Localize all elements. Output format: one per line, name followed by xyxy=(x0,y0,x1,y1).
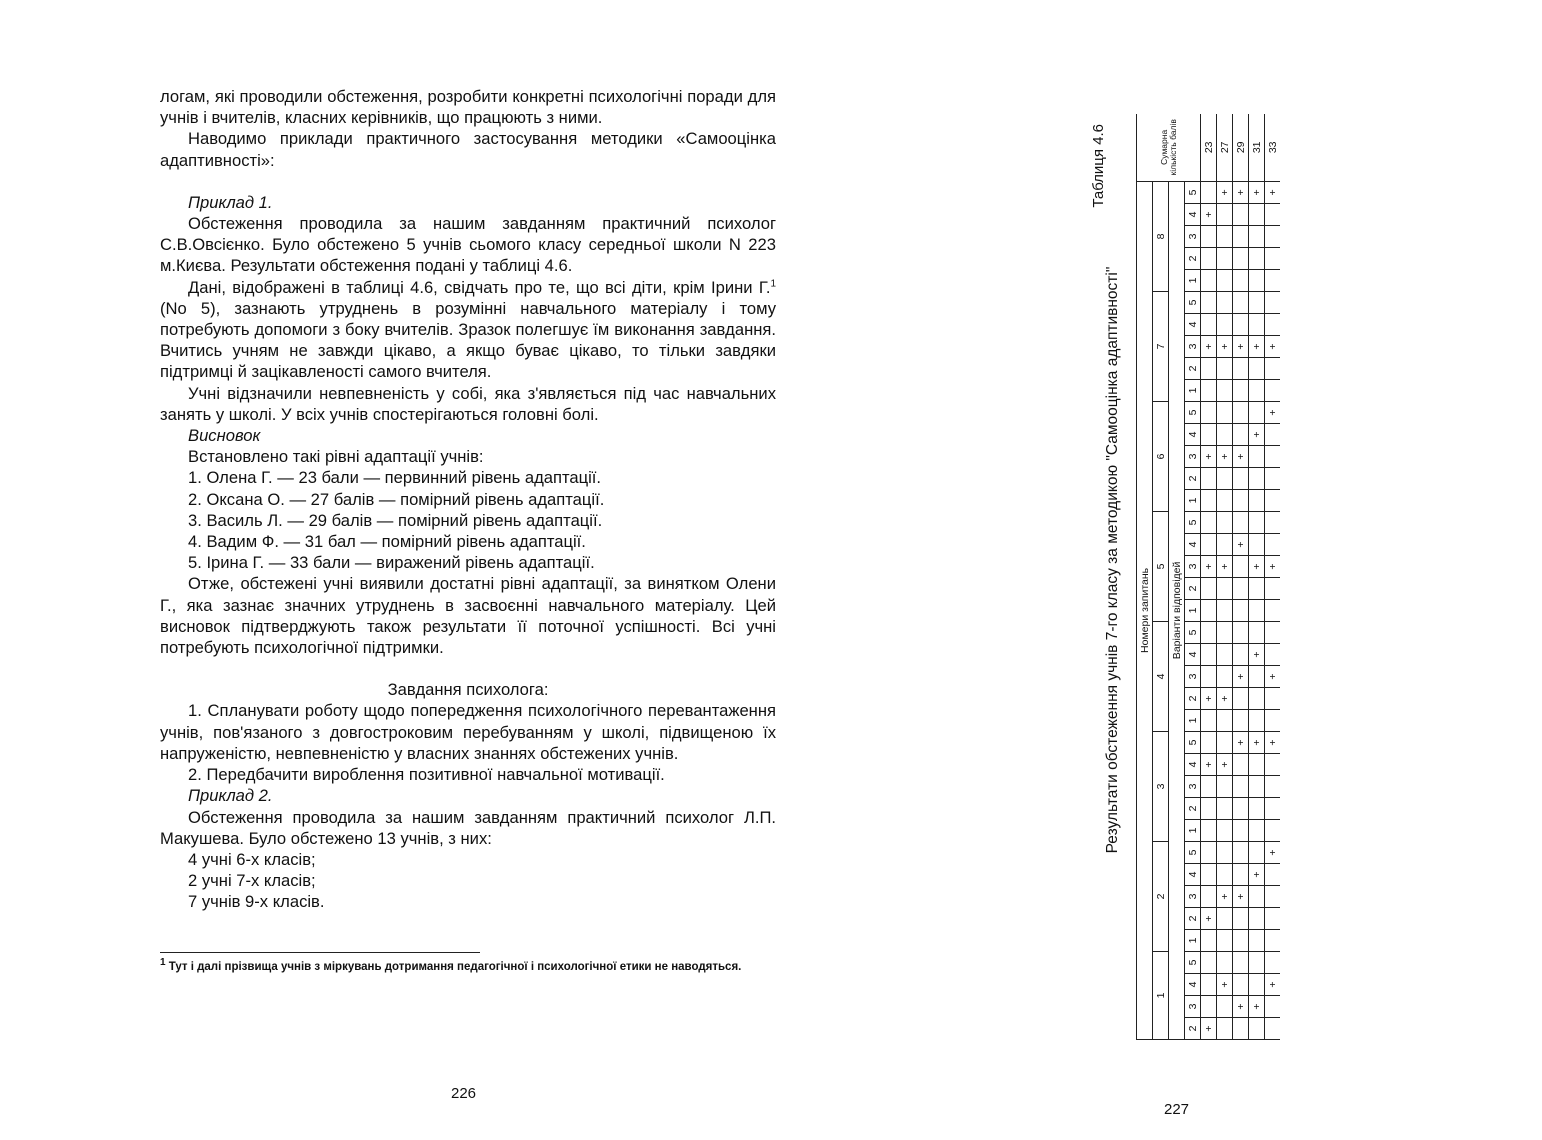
table-cell: + xyxy=(1249,996,1265,1018)
table-cell xyxy=(1233,468,1249,490)
variant-number: 2 xyxy=(1185,468,1201,490)
table-cell xyxy=(1201,424,1217,446)
table-label: Таблиця 4.6 xyxy=(1090,124,1107,208)
table-cell xyxy=(1233,402,1249,424)
variant-number: 5 xyxy=(1185,842,1201,864)
table-cell xyxy=(1233,248,1249,270)
table-cell xyxy=(1233,974,1249,996)
table-cell xyxy=(1265,1018,1281,1040)
variant-number: 3 xyxy=(1185,996,1201,1018)
table-cell: + xyxy=(1265,402,1281,424)
table-cell xyxy=(1233,600,1249,622)
variant-number: 5 xyxy=(1185,622,1201,644)
variant-number: 3 xyxy=(1185,226,1201,248)
table-cell xyxy=(1249,820,1265,842)
table-cell xyxy=(1265,798,1281,820)
table-cell xyxy=(1201,226,1217,248)
table-cell: + xyxy=(1249,424,1265,446)
header-questions: Номери запитань xyxy=(1137,181,1153,1039)
table-cell xyxy=(1233,776,1249,798)
table-cell xyxy=(1233,556,1249,578)
table-cell xyxy=(1249,842,1265,864)
table-cell xyxy=(1265,380,1281,402)
table-cell xyxy=(1265,688,1281,710)
table-cell xyxy=(1233,380,1249,402)
table-cell xyxy=(1217,226,1233,248)
sum-cell: 27 xyxy=(1217,114,1233,181)
header-row-variants xyxy=(1169,114,1185,1040)
table-cell: + xyxy=(1265,556,1281,578)
variant-number: 4 xyxy=(1185,974,1201,996)
table-cell: + xyxy=(1201,754,1217,776)
table-cell xyxy=(1249,1018,1265,1040)
table-cell xyxy=(1233,1018,1249,1040)
footnote-mark: 1 xyxy=(770,278,776,290)
table-cell: + xyxy=(1201,446,1217,468)
question-number: 7 xyxy=(1153,292,1169,402)
footnote-mark: 1 xyxy=(160,957,166,969)
conclusion-heading: Висновок xyxy=(188,426,261,446)
table-cell xyxy=(1249,798,1265,820)
table-cell: + xyxy=(1217,181,1233,203)
table-cell: + xyxy=(1233,181,1249,203)
table-cell xyxy=(1201,292,1217,314)
table-cell: + xyxy=(1265,974,1281,996)
results-table xyxy=(1136,114,1280,1040)
footnote-text: Тут і далі прізвища учнів з міркувань дотримання педагогічної і психологічної етики не наводяться. xyxy=(168,961,742,973)
table-cell xyxy=(1217,270,1233,292)
table-cell xyxy=(1265,490,1281,512)
table-cell xyxy=(1233,490,1249,512)
variant-number: 5 xyxy=(1185,952,1201,974)
table-title: Результати обстеження учнів 7-го класу за методикою "Самооцінка адаптивності" xyxy=(1104,266,1121,854)
table-cell xyxy=(1249,776,1265,798)
table-cell xyxy=(1265,204,1281,226)
list-item: 2. Оксана О. — 27 балів — помірний рівень адаптації. xyxy=(188,489,605,509)
variant-number: 3 xyxy=(1185,666,1201,688)
right-page-table-block xyxy=(1090,114,1280,1040)
variant-number: 5 xyxy=(1185,732,1201,754)
table-cell xyxy=(1201,930,1217,952)
table-cell: + xyxy=(1249,732,1265,754)
table-cell xyxy=(1233,864,1249,886)
table-cell xyxy=(1265,908,1281,930)
table-cell xyxy=(1201,402,1217,424)
table-cell xyxy=(1265,226,1281,248)
variant-number: 1 xyxy=(1185,380,1201,402)
table-cell xyxy=(1233,622,1249,644)
list-item: 2 учні 7-х класів; xyxy=(188,871,316,891)
table-cell xyxy=(1201,996,1217,1018)
table-cell: + xyxy=(1233,666,1249,688)
variant-number: 4 xyxy=(1185,204,1201,226)
variant-number: 1 xyxy=(1185,600,1201,622)
table-cell: + xyxy=(1201,908,1217,930)
table-cell xyxy=(1217,402,1233,424)
left-page xyxy=(160,86,776,913)
table-cell: + xyxy=(1217,974,1233,996)
table-cell xyxy=(1265,446,1281,468)
table-cell xyxy=(1217,600,1233,622)
table-cell xyxy=(1217,490,1233,512)
table-cell xyxy=(1249,886,1265,908)
table-cell xyxy=(1249,974,1265,996)
variant-number: 1 xyxy=(1185,490,1201,512)
table-cell xyxy=(1201,248,1217,270)
list-item: 4. Вадим Ф. — 31 бал — помірний рівень адаптації. xyxy=(188,532,586,552)
paragraph-end: (No 5), зазнають утруднень в розумінні навчального матеріалу і тому потребують допомоги з боку вчителів. Зразок полегшує їм виконання завдання. Вчитись учням не завжди цікаво, а якщо буває цікаво, то тільки завдяки підтримці й зацікавленості самого вчителя. xyxy=(160,298,776,382)
header-row-question-numbers xyxy=(1153,114,1169,1040)
table-cell xyxy=(1265,424,1281,446)
table-cell xyxy=(1265,314,1281,336)
table-cell xyxy=(1249,534,1265,556)
table-cell xyxy=(1217,996,1233,1018)
table-cell xyxy=(1233,358,1249,380)
table-cell xyxy=(1233,204,1249,226)
paragraph: Обстеження проводила за нашим завданням практичний психолог С.В.Овсієнко. Було обстежено 5 учнів сьомого класу середньої школи N 223 м.Києва. Результати обстеження подані у таблиці 4.6. xyxy=(160,214,776,276)
table-row xyxy=(1233,114,1249,1040)
table-cell xyxy=(1233,512,1249,534)
table-cell xyxy=(1265,270,1281,292)
table-cell xyxy=(1265,358,1281,380)
table-cell xyxy=(1265,468,1281,490)
paragraph: Учні відзначили невпевненість у собі, яка з'являється під час навчальних занять у школі. У всіх учнів спостерігаються головні болі. xyxy=(160,383,776,424)
table-cell xyxy=(1217,710,1233,732)
table-cell xyxy=(1249,622,1265,644)
table-cell xyxy=(1249,402,1265,424)
table-cell xyxy=(1249,710,1265,732)
table-cell xyxy=(1217,842,1233,864)
table-cell xyxy=(1217,292,1233,314)
table-cell xyxy=(1233,688,1249,710)
table-cell xyxy=(1265,952,1281,974)
table-cell xyxy=(1201,512,1217,534)
table-cell: + xyxy=(1265,666,1281,688)
variant-number: 1 xyxy=(1185,930,1201,952)
table-cell xyxy=(1249,248,1265,270)
table-cell xyxy=(1233,710,1249,732)
table-cell: + xyxy=(1265,732,1281,754)
sum-cell: 33 xyxy=(1265,114,1281,181)
table-cell xyxy=(1217,820,1233,842)
table-cell xyxy=(1201,600,1217,622)
table-cell xyxy=(1233,798,1249,820)
variant-number: 5 xyxy=(1185,292,1201,314)
table-cell: + xyxy=(1233,446,1249,468)
table-cell xyxy=(1249,204,1265,226)
table-cell xyxy=(1265,292,1281,314)
header-row-variant-numbers xyxy=(1185,114,1201,1040)
question-number: 5 xyxy=(1153,512,1169,622)
table-cell: + xyxy=(1233,732,1249,754)
table-cell xyxy=(1217,952,1233,974)
table-cell xyxy=(1249,930,1265,952)
table-cell xyxy=(1201,622,1217,644)
table-cell xyxy=(1249,380,1265,402)
variant-number: 3 xyxy=(1185,446,1201,468)
table-cell xyxy=(1201,732,1217,754)
table-cell xyxy=(1249,314,1265,336)
table-cell xyxy=(1217,512,1233,534)
table-row xyxy=(1249,114,1265,1040)
table-cell: + xyxy=(1201,688,1217,710)
table-cell: + xyxy=(1233,336,1249,358)
table-cell: + xyxy=(1217,446,1233,468)
variant-number: 2 xyxy=(1185,358,1201,380)
table-cell xyxy=(1201,358,1217,380)
table-cell xyxy=(1249,578,1265,600)
table-cell xyxy=(1201,314,1217,336)
list-item: 4 учні 6-х класів; xyxy=(188,849,316,869)
sum-cell: 23 xyxy=(1201,114,1217,181)
list-item: 5. Ірина Г. — 33 бали — виражений рівень адаптації. xyxy=(188,553,595,573)
table-cell xyxy=(1217,666,1233,688)
page-number-right: 227 xyxy=(1164,1101,1190,1118)
table-row xyxy=(1201,114,1217,1040)
table-cell xyxy=(1233,644,1249,666)
list-item: 3. Василь Л. — 29 балів — помірний рівень адаптації. xyxy=(188,510,603,530)
table-cell: + xyxy=(1217,556,1233,578)
table-cell: + xyxy=(1201,1018,1217,1040)
table-cell xyxy=(1249,226,1265,248)
table-cell xyxy=(1217,908,1233,930)
table-cell: + xyxy=(1249,181,1265,203)
table-cell xyxy=(1249,688,1265,710)
table-cell xyxy=(1265,820,1281,842)
table-cell xyxy=(1233,930,1249,952)
page-number-left: 226 xyxy=(451,1085,477,1102)
table-cell: + xyxy=(1233,886,1249,908)
table-cell: + xyxy=(1217,886,1233,908)
table-cell: + xyxy=(1201,556,1217,578)
table-cell xyxy=(1233,424,1249,446)
table-cell: + xyxy=(1249,644,1265,666)
sum-cell: 29 xyxy=(1233,114,1249,181)
variant-number: 2 xyxy=(1185,798,1201,820)
variant-number: 2 xyxy=(1185,908,1201,930)
table-cell xyxy=(1249,468,1265,490)
table-cell: + xyxy=(1233,534,1249,556)
table-cell xyxy=(1201,270,1217,292)
table-cell xyxy=(1201,666,1217,688)
table-cell: + xyxy=(1233,996,1249,1018)
list-item: 2. Передбачити вироблення позитивної навчальної мотивації. xyxy=(188,765,665,785)
variant-number: 4 xyxy=(1185,644,1201,666)
table-cell xyxy=(1249,270,1265,292)
header-sum: Сумарна кількість балів xyxy=(1137,114,1201,181)
table-cell xyxy=(1233,292,1249,314)
variant-number: 4 xyxy=(1185,314,1201,336)
table-cell xyxy=(1217,204,1233,226)
variant-number: 2 xyxy=(1185,578,1201,600)
variant-number: 5 xyxy=(1185,402,1201,424)
table-cell xyxy=(1217,622,1233,644)
table-cell: + xyxy=(1265,336,1281,358)
table-cell xyxy=(1201,578,1217,600)
table-cell xyxy=(1217,468,1233,490)
table-cell xyxy=(1233,820,1249,842)
table-cell xyxy=(1265,776,1281,798)
variant-number: 5 xyxy=(1185,512,1201,534)
table-cell xyxy=(1217,248,1233,270)
table-row xyxy=(1217,114,1233,1040)
section-heading: Завдання психолога: xyxy=(387,680,549,700)
table-cell xyxy=(1249,358,1265,380)
table-cell: + xyxy=(1265,842,1281,864)
table-cell xyxy=(1265,886,1281,908)
table-cell xyxy=(1249,908,1265,930)
header-row-questions xyxy=(1137,114,1153,1040)
table-cell xyxy=(1201,952,1217,974)
table-cell: + xyxy=(1217,336,1233,358)
table-cell xyxy=(1249,600,1265,622)
paragraph: Отже, обстежені учні виявили достатні рівні адаптації, за винятком Олени Г., яка зазнає значних утруднень в засвоєнні навчального матеріалу. Цей висновок підтверджують також результати її поточної успішності. Всі учні потребують психологічної підтримки. xyxy=(160,574,776,658)
paragraph: Наводимо приклади практичного застосування методики «Самооцінка адаптивності»: xyxy=(160,129,776,170)
header-variants: Варіанти відповідей xyxy=(1169,181,1185,1039)
table-cell xyxy=(1265,644,1281,666)
table-cell: + xyxy=(1201,336,1217,358)
table-cell xyxy=(1201,710,1217,732)
table-cell: + xyxy=(1217,688,1233,710)
table-cell xyxy=(1217,1018,1233,1040)
table-cell xyxy=(1217,864,1233,886)
table-cell xyxy=(1265,534,1281,556)
variant-number: 4 xyxy=(1185,534,1201,556)
table-cell xyxy=(1233,270,1249,292)
table-cell xyxy=(1201,842,1217,864)
paragraph xyxy=(160,277,776,383)
table-cell xyxy=(1265,710,1281,732)
table-cell xyxy=(1265,600,1281,622)
table-cell: + xyxy=(1249,336,1265,358)
question-number: 6 xyxy=(1153,402,1169,512)
table-cell xyxy=(1217,424,1233,446)
table-cell xyxy=(1265,622,1281,644)
variant-number: 5 xyxy=(1185,181,1201,203)
variant-number: 3 xyxy=(1185,886,1201,908)
table-cell xyxy=(1249,490,1265,512)
table-cell xyxy=(1249,952,1265,974)
variant-number: 4 xyxy=(1185,754,1201,776)
table-cell: + xyxy=(1217,754,1233,776)
table-cell xyxy=(1217,534,1233,556)
table-cell xyxy=(1201,864,1217,886)
table-cell xyxy=(1249,666,1265,688)
table-cell xyxy=(1233,578,1249,600)
table-cell xyxy=(1217,314,1233,336)
table-cell xyxy=(1233,314,1249,336)
table-cell xyxy=(1201,468,1217,490)
table-cell xyxy=(1249,512,1265,534)
table-cell xyxy=(1233,226,1249,248)
table-cell xyxy=(1201,974,1217,996)
question-number: 2 xyxy=(1153,842,1169,952)
variant-number: 3 xyxy=(1185,556,1201,578)
table-cell xyxy=(1249,446,1265,468)
table-cell xyxy=(1233,754,1249,776)
table-cell xyxy=(1265,578,1281,600)
variant-number: 2 xyxy=(1185,1018,1201,1040)
table-cell xyxy=(1217,930,1233,952)
paragraph: логам, які проводили обстеження, розробити конкретні психологічні поради для учнів і вчителів, класних керівників, що працюють з ними. xyxy=(160,87,776,128)
paragraph-start: Дані, відображені в таблиці 4.6, свідчать про те, що всі діти, крім Ірини Г. xyxy=(188,277,771,297)
question-number: 4 xyxy=(1153,622,1169,732)
table-cell xyxy=(1265,248,1281,270)
sum-cell: 31 xyxy=(1249,114,1265,181)
table-cell xyxy=(1217,644,1233,666)
question-number: 8 xyxy=(1153,181,1169,291)
table-cell xyxy=(1217,776,1233,798)
table-cell: + xyxy=(1249,556,1265,578)
variant-number: 1 xyxy=(1185,820,1201,842)
list-item: 7 учнів 9-х класів. xyxy=(188,892,325,912)
table-cell: + xyxy=(1265,181,1281,203)
table-cell xyxy=(1217,358,1233,380)
list-item: 1. Спланувати роботу щодо попередження психологічного перевантаження учнів, пов'язаного з довгостроковим перебуванням у школі, підвищеною їх напруженістю, невпевненістю у власних знаннях обстежених учнів. xyxy=(160,701,776,763)
table-cell xyxy=(1201,820,1217,842)
table-cell xyxy=(1265,996,1281,1018)
footnote xyxy=(160,957,772,975)
table-cell xyxy=(1201,181,1217,203)
table-cell xyxy=(1265,930,1281,952)
example-heading: Приклад 2. xyxy=(188,786,273,806)
table-cell xyxy=(1265,864,1281,886)
table-cell xyxy=(1217,798,1233,820)
question-number: 1 xyxy=(1153,952,1169,1040)
variant-number: 1 xyxy=(1185,270,1201,292)
table-cell xyxy=(1249,292,1265,314)
variant-number: 4 xyxy=(1185,864,1201,886)
list-item: 1. Олена Г. — 23 бали — первинний рівень адаптації. xyxy=(188,468,602,488)
table-row xyxy=(1265,114,1281,1040)
table-cell xyxy=(1201,490,1217,512)
table-cell xyxy=(1217,578,1233,600)
variant-number: 3 xyxy=(1185,776,1201,798)
table-cell xyxy=(1249,754,1265,776)
variant-number: 3 xyxy=(1185,336,1201,358)
table-cell xyxy=(1201,886,1217,908)
table-cell xyxy=(1201,776,1217,798)
variant-number: 1 xyxy=(1185,710,1201,732)
table-cell: + xyxy=(1249,864,1265,886)
table-cell xyxy=(1217,732,1233,754)
variant-number: 4 xyxy=(1185,424,1201,446)
example-heading: Приклад 1. xyxy=(188,192,273,212)
table-cell xyxy=(1233,952,1249,974)
table-cell xyxy=(1201,798,1217,820)
table-cell xyxy=(1201,644,1217,666)
table-cell xyxy=(1201,534,1217,556)
table-cell xyxy=(1265,512,1281,534)
question-number: 3 xyxy=(1153,732,1169,842)
footnote-divider xyxy=(160,952,480,953)
table-cell: + xyxy=(1201,204,1217,226)
table-cell xyxy=(1217,380,1233,402)
rotated-table-content xyxy=(1090,114,1280,1040)
paragraph: Обстеження проводила за нашим завданням практичний психолог Л.П. Макушева. Було обстежено 13 учнів, з них: xyxy=(160,807,776,848)
table-cell xyxy=(1233,842,1249,864)
variant-number: 2 xyxy=(1185,688,1201,710)
variant-number: 2 xyxy=(1185,248,1201,270)
paragraph: Встановлено такі рівні адаптації учнів: xyxy=(188,447,484,467)
table-cell xyxy=(1201,380,1217,402)
table-cell xyxy=(1265,754,1281,776)
table-cell xyxy=(1233,908,1249,930)
